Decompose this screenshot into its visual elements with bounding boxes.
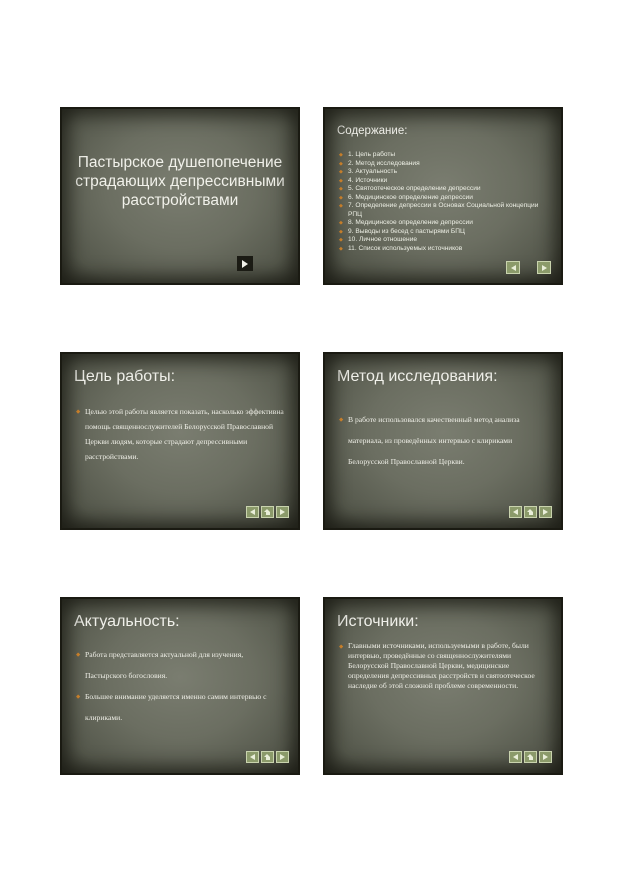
- arrow-left-icon: [513, 754, 518, 760]
- list-item: ◆ 3. Актуальность: [339, 168, 553, 177]
- slide-title: Источники:: [337, 613, 419, 630]
- list-item: ◆ Главными источниками, используемыми в работе, были интервью, проведённые со священнослужителями Белорусской Православной Церкви, медицинские определения депрессивных расстройств и святоотеческое наследие об этой сложной проблеме современности.: [339, 641, 547, 691]
- arrow-right-icon: [542, 265, 547, 271]
- list-item: ◆ 9. Выводы из бесед с пастырями БПЦ: [339, 228, 553, 237]
- list-item: ◆ Работа представляется актуальной для изучения, Пастырского богословия.: [76, 644, 284, 686]
- slide-nav: [509, 751, 552, 763]
- slide-body: [339, 641, 547, 691]
- play-button[interactable]: [237, 256, 253, 271]
- slide-body: [76, 644, 284, 728]
- arrow-right-icon: [280, 754, 285, 760]
- home-icon: [264, 754, 271, 760]
- slide-5: [60, 597, 300, 775]
- play-icon: [242, 260, 248, 268]
- home-icon: [527, 509, 534, 515]
- list-item: ◆ 10. Личное отношение: [339, 236, 553, 245]
- slide-1: [60, 107, 300, 285]
- prev-button[interactable]: [506, 261, 520, 274]
- slide-title: Цель работы:: [74, 368, 176, 385]
- slide-3: [60, 352, 300, 530]
- home-button[interactable]: [524, 751, 537, 763]
- slide-title: Содержание:: [337, 125, 408, 137]
- prev-button[interactable]: [246, 751, 259, 763]
- slide-nav: [509, 506, 552, 518]
- home-button[interactable]: [524, 506, 537, 518]
- slide-4: [323, 352, 563, 530]
- list-item: ◆ В работе использовался качественный метод анализа материала, из проведённых интервью с клириками Белорусской Православной Церкви.: [339, 409, 547, 472]
- list-item: ◆ 8. Медицинское определение депрессии: [339, 219, 553, 228]
- arrow-left-icon: [513, 509, 518, 515]
- arrow-left-icon: [250, 754, 255, 760]
- slide-nav: [506, 261, 551, 274]
- slide-body: [76, 404, 284, 464]
- list-item: ◆ 1. Цель работы: [339, 151, 553, 160]
- slide-2: [323, 107, 563, 285]
- list-item: ◆ 6. Медицинское определение депрессии: [339, 194, 553, 203]
- list-item: ◆ 11. Список используемых источников: [339, 245, 553, 254]
- slide-body: [339, 409, 547, 472]
- home-icon: [264, 509, 271, 515]
- list-item: ◆ 7. Определение депрессии в Основах Социальной концепции РПЦ: [339, 202, 553, 219]
- next-button[interactable]: [276, 506, 289, 518]
- home-button[interactable]: [261, 506, 274, 518]
- contents-list: [339, 151, 553, 253]
- prev-button[interactable]: [509, 506, 522, 518]
- prev-button[interactable]: [246, 506, 259, 518]
- prev-button[interactable]: [509, 751, 522, 763]
- home-icon: [527, 754, 534, 760]
- arrow-left-icon: [250, 509, 255, 515]
- slide-title: Пастырское душепопечение страдающих депрессивными расстройствами: [75, 154, 285, 209]
- next-button[interactable]: [537, 261, 551, 274]
- slide-nav: [246, 506, 289, 518]
- slide-nav: [246, 751, 289, 763]
- next-button[interactable]: [539, 751, 552, 763]
- arrow-right-icon: [543, 509, 548, 515]
- home-button[interactable]: [261, 751, 274, 763]
- next-button[interactable]: [276, 751, 289, 763]
- list-item: ◆ Большее внимание уделяется именно самим интервью с клириками.: [76, 686, 284, 728]
- next-button[interactable]: [539, 506, 552, 518]
- arrow-right-icon: [543, 754, 548, 760]
- list-item: ◆ Целью этой работы является показать, насколько эффективна помощь священнослужителей Белорусской Православной Церкви людям, которые страдают депрессивными расстройствами.: [76, 404, 284, 464]
- slide-6: [323, 597, 563, 775]
- slide-title: Актуальность:: [74, 613, 180, 630]
- slide-title: Метод исследования:: [337, 368, 498, 385]
- list-item: ◆ 2. Метод исследования: [339, 160, 553, 169]
- list-item: ◆ 5. Святоотеческое определение депрессии: [339, 185, 553, 194]
- arrow-right-icon: [280, 509, 285, 515]
- arrow-left-icon: [511, 265, 516, 271]
- list-item: ◆ 4. Источники: [339, 177, 553, 186]
